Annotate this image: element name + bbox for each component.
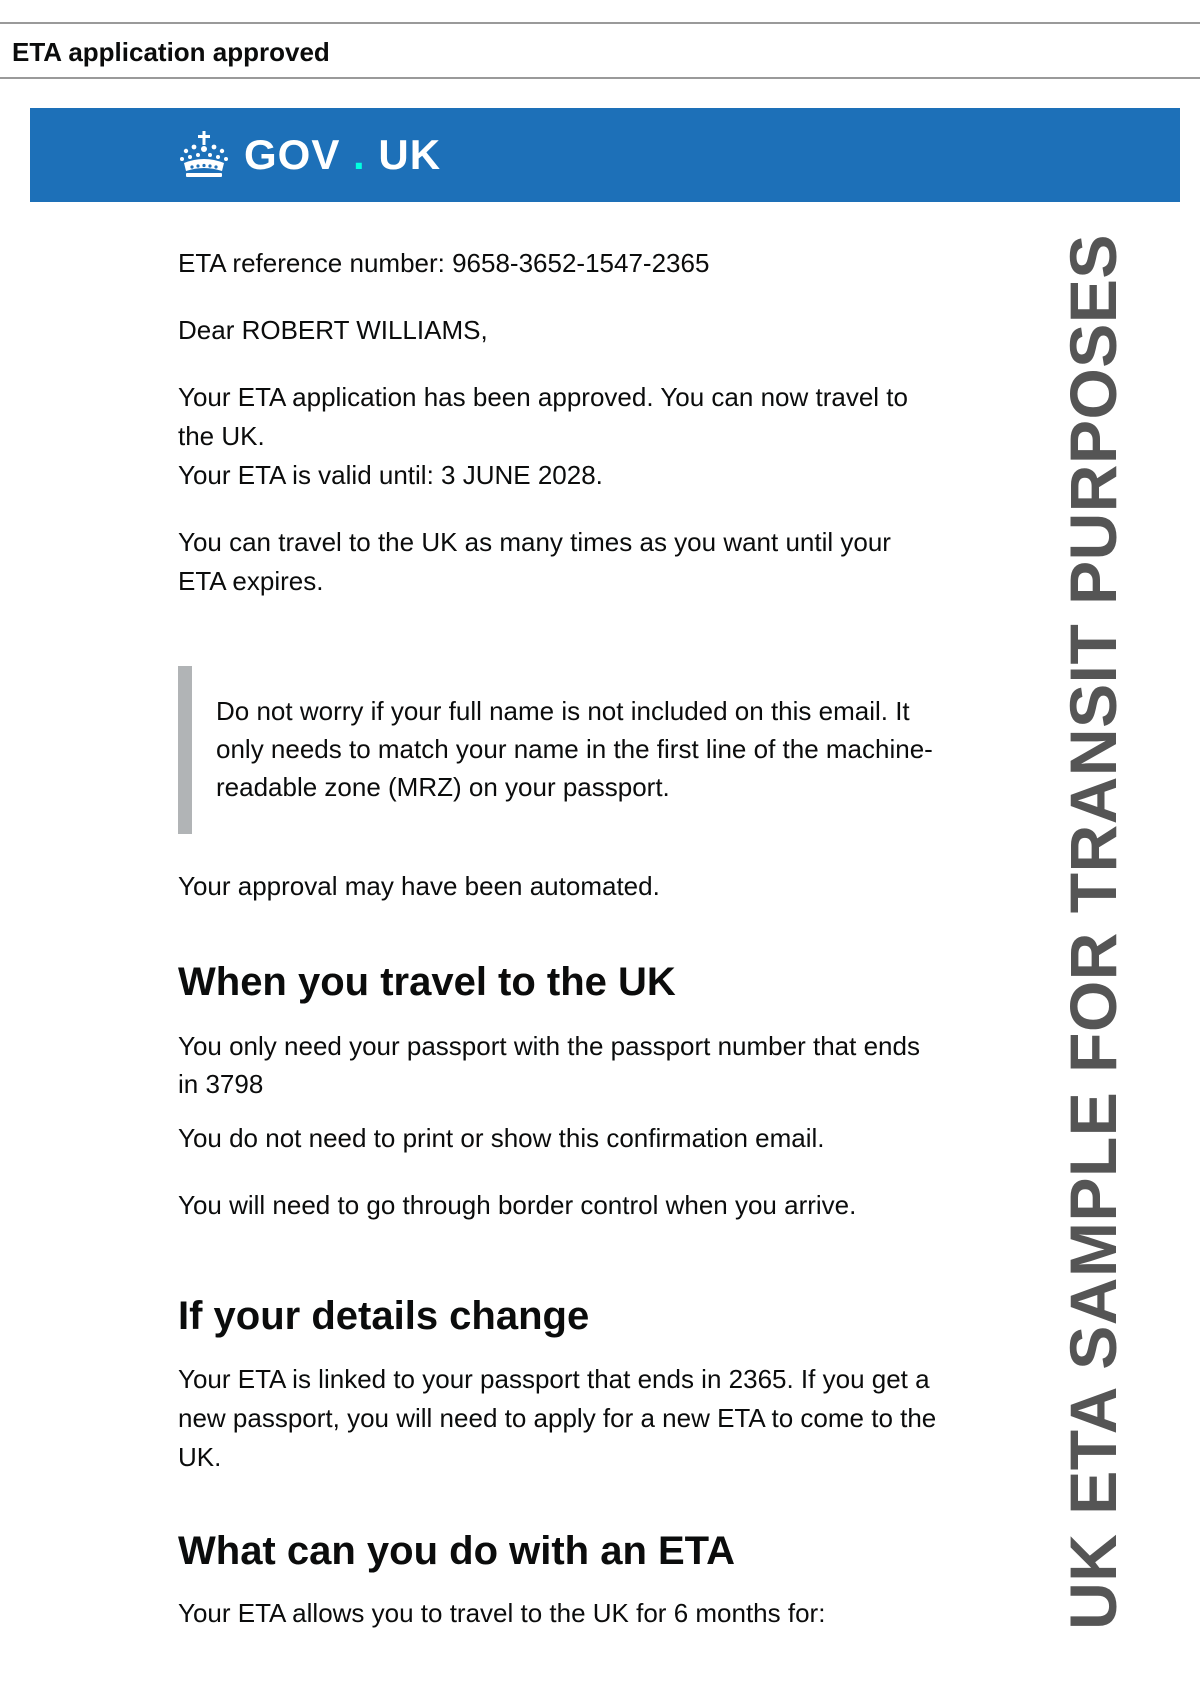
details-line-3: UK. bbox=[178, 1442, 222, 1472]
eta-reference-number: ETA reference number: 9658-3652-1547-2365 bbox=[178, 248, 710, 278]
passport-line-1: You only need your passport with the passport number that ends bbox=[178, 1031, 920, 1061]
top-divider bbox=[0, 22, 1200, 24]
logo-text-gov: GOV bbox=[244, 131, 341, 178]
automated-notice: Your approval may have been automated. bbox=[178, 871, 660, 901]
eta-section-heading: What can you do with an ETA bbox=[178, 1529, 736, 1573]
subject-divider bbox=[0, 77, 1200, 79]
valid-until: Your ETA is valid until: 3 JUNE 2028. bbox=[178, 460, 603, 490]
sample-watermark: UK ETA SAMPLE FOR TRANSIT PURPOSES bbox=[1056, 234, 1130, 1630]
approved-line-2: the UK. bbox=[178, 421, 265, 451]
logo-text-uk: UK bbox=[378, 131, 442, 178]
email-body-intro bbox=[178, 244, 1038, 601]
travel-section-heading: When you travel to the UK bbox=[178, 960, 676, 1004]
travel-times-line-2: ETA expires. bbox=[178, 566, 324, 596]
no-print-notice: You do not need to print or show this confirmation email. bbox=[178, 1123, 825, 1153]
eta-allows-line: Your ETA allows you to travel to the UK for 6 months for: bbox=[178, 1598, 826, 1628]
details-line-1: Your ETA is linked to your passport that ends in 2365. If you get a bbox=[178, 1364, 930, 1394]
logo-dot: . bbox=[353, 131, 366, 178]
inset-line-1: Do not worry if your full name is not included on this email. It bbox=[216, 696, 910, 726]
passport-line-2: in 3798 bbox=[178, 1069, 264, 1099]
details-line-2: new passport, you will need to apply for a new ETA to come to the bbox=[178, 1403, 937, 1433]
govuk-header-banner bbox=[30, 108, 1180, 202]
greeting: Dear ROBERT WILLIAMS, bbox=[178, 315, 488, 345]
govuk-logo[interactable] bbox=[178, 120, 441, 190]
name-inset-text bbox=[178, 666, 1038, 834]
email-subject: ETA application approved bbox=[12, 37, 330, 67]
travel-times-line-1: You can travel to the UK as many times as you want until your bbox=[178, 527, 891, 557]
approved-line-1: Your ETA application has been approved. You can now travel to bbox=[178, 382, 908, 412]
details-section-body bbox=[178, 1360, 1038, 1477]
inset-line-3: readable zone (MRZ) on your passport. bbox=[216, 772, 670, 802]
border-control-notice: You will need to go through border control when you arrive. bbox=[178, 1190, 857, 1220]
crown-icon bbox=[178, 129, 230, 181]
details-section-heading: If your details change bbox=[178, 1294, 590, 1338]
inset-line-2: only needs to match your name in the first line of the machine- bbox=[216, 734, 933, 764]
govuk-logo-text bbox=[244, 131, 442, 178]
travel-section-body bbox=[178, 1027, 1038, 1103]
